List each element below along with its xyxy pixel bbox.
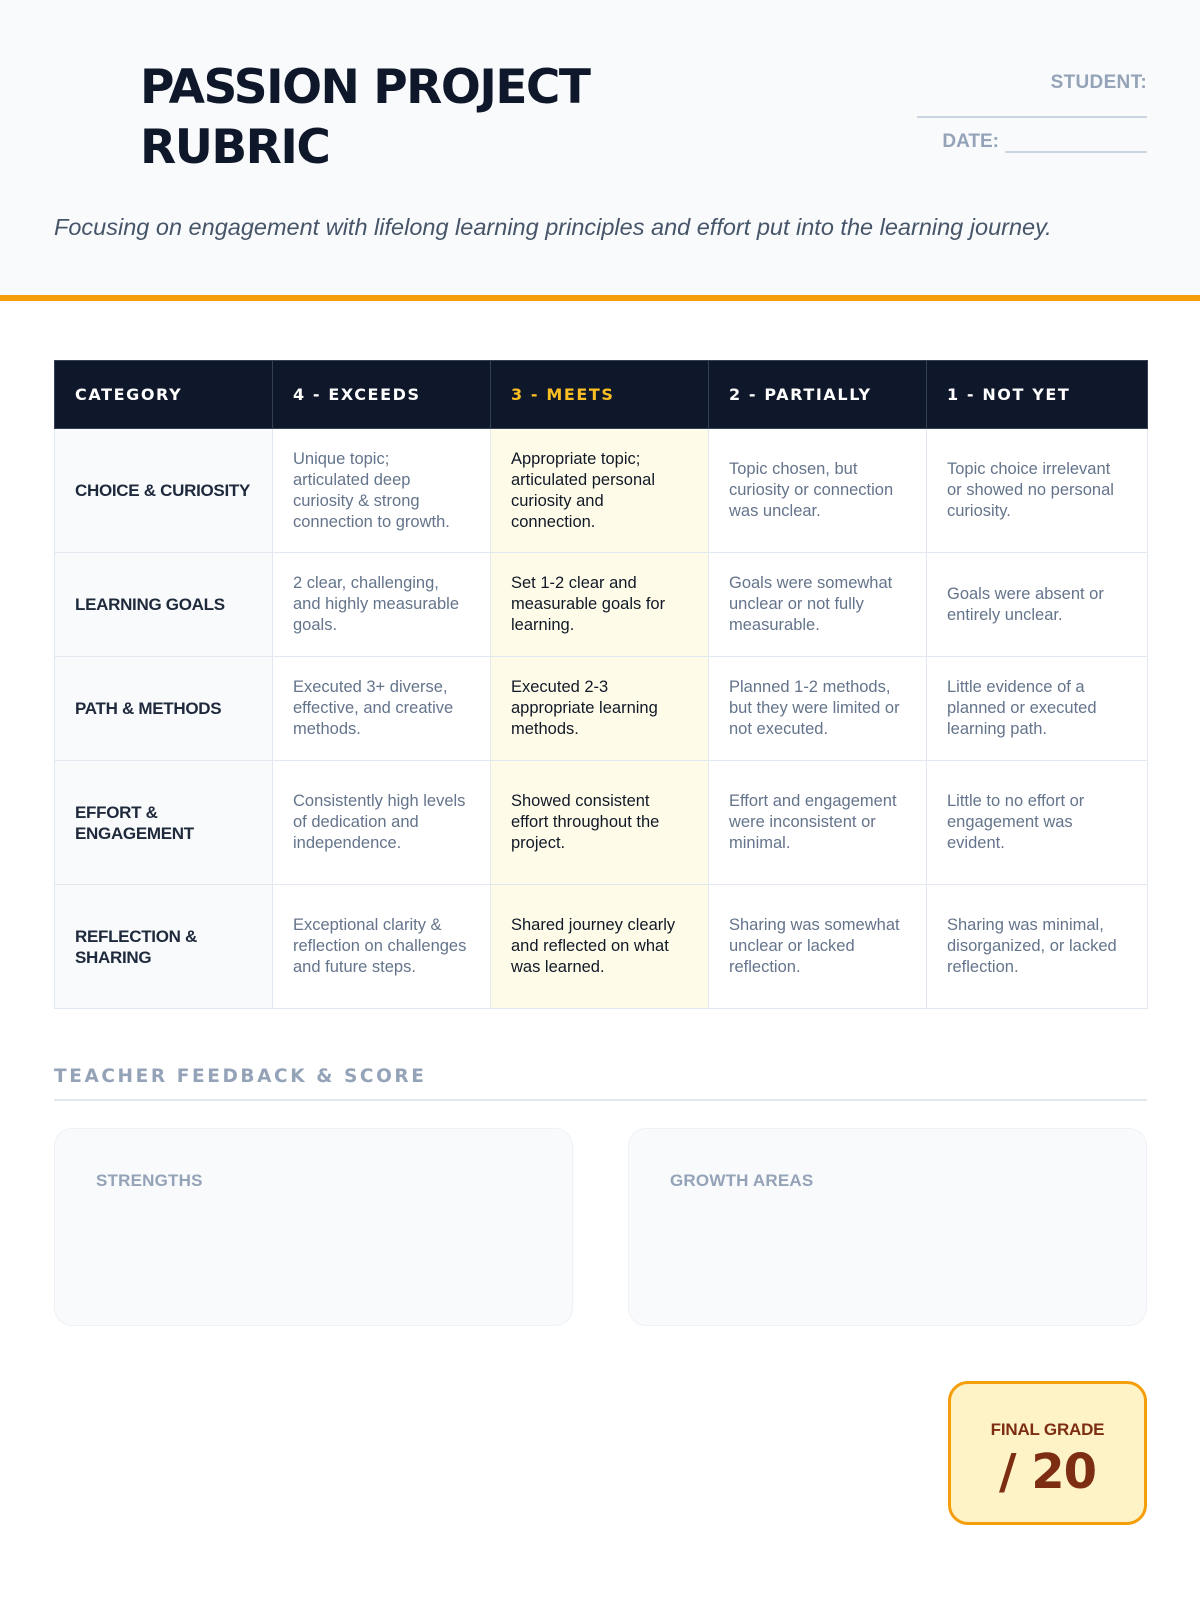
exceeds-cell[interactable]: Unique topic; articulated deep curiosity & strong connection to growth.: [273, 429, 491, 553]
exceeds-cell[interactable]: Executed 3+ diverse, effective, and creative methods.: [273, 657, 491, 761]
table-row: [55, 657, 1148, 761]
partially-cell[interactable]: Planned 1-2 methods, but they were limited or not executed.: [709, 657, 927, 761]
meets-cell[interactable]: Appropriate topic; articulated personal curiosity and connection.: [491, 429, 709, 553]
partially-cell[interactable]: Sharing was somewhat unclear or lacked reflection.: [709, 885, 927, 1009]
header: [0, 0, 1200, 301]
table-row: [55, 553, 1148, 657]
strengths-box[interactable]: [54, 1128, 573, 1326]
meets-cell[interactable]: Showed consistent effort throughout the project.: [491, 761, 709, 885]
not-yet-cell[interactable]: Little evidence of a planned or executed learning path.: [927, 657, 1148, 761]
rubric-header-row: [55, 361, 1148, 429]
column-header-category: CATEGORY: [55, 361, 273, 429]
not-yet-cell[interactable]: Topic choice irrelevant or showed no personal curiosity.: [927, 429, 1148, 553]
column-header-meets: 3 - MEETS: [491, 361, 709, 429]
growth-areas-label: GROWTH AREAS: [670, 1171, 814, 1190]
date-label: DATE:: [942, 131, 999, 152]
table-row: [55, 429, 1148, 553]
category-cell: PATH & METHODS: [55, 657, 273, 761]
rubric-table: [54, 360, 1148, 1009]
student-label: STUDENT:: [1050, 72, 1147, 93]
page-title: PASSION PROJECT RUBRIC: [140, 60, 590, 175]
column-header-exceeds: 4 - EXCEEDS: [273, 361, 491, 429]
table-row: [55, 761, 1148, 885]
not-yet-cell[interactable]: Goals were absent or entirely unclear.: [927, 553, 1148, 657]
final-grade-label: FINAL GRADE: [990, 1420, 1105, 1439]
partially-cell[interactable]: Topic chosen, but curiosity or connection was unclear.: [709, 429, 927, 553]
final-grade-box[interactable]: [948, 1381, 1147, 1525]
column-header-not-yet: 1 - NOT YET: [927, 361, 1148, 429]
category-cell: EFFORT & ENGAGEMENT: [55, 761, 273, 885]
partially-cell[interactable]: Goals were somewhat unclear or not fully measurable.: [709, 553, 927, 657]
date-field[interactable]: [1005, 133, 1147, 153]
strengths-label: STRENGTHS: [96, 1171, 203, 1190]
divider: [54, 1099, 1147, 1101]
not-yet-cell[interactable]: Sharing was minimal, disorganized, or lacked reflection.: [927, 885, 1148, 1009]
page-subtitle: Focusing on engagement with lifelong learning principles and effort put into the learning journey.: [54, 214, 1052, 240]
student-field[interactable]: [917, 116, 1147, 118]
exceeds-cell[interactable]: Consistently high levels of dedication and independence.: [273, 761, 491, 885]
meets-cell[interactable]: Set 1-2 clear and measurable goals for learning.: [491, 553, 709, 657]
final-grade-value: / 20: [998, 1444, 1097, 1500]
category-cell: LEARNING GOALS: [55, 553, 273, 657]
category-cell: CHOICE & CURIOSITY: [55, 429, 273, 553]
feedback-heading: TEACHER FEEDBACK & SCORE: [54, 1066, 427, 1087]
growth-areas-box[interactable]: [628, 1128, 1147, 1326]
category-cell: REFLECTION & SHARING: [55, 885, 273, 1009]
partially-cell[interactable]: Effort and engagement were inconsistent or minimal.: [709, 761, 927, 885]
exceeds-cell[interactable]: 2 clear, challenging, and highly measurable goals.: [273, 553, 491, 657]
meets-cell[interactable]: Shared journey clearly and reflected on what was learned.: [491, 885, 709, 1009]
not-yet-cell[interactable]: Little to no effort or engagement was evident.: [927, 761, 1148, 885]
meets-cell[interactable]: Executed 2-3 appropriate learning methods.: [491, 657, 709, 761]
column-header-partially: 2 - PARTIALLY: [709, 361, 927, 429]
table-row: [55, 885, 1148, 1009]
date-row: [942, 131, 1147, 153]
exceeds-cell[interactable]: Exceptional clarity & reflection on challenges and future steps.: [273, 885, 491, 1009]
